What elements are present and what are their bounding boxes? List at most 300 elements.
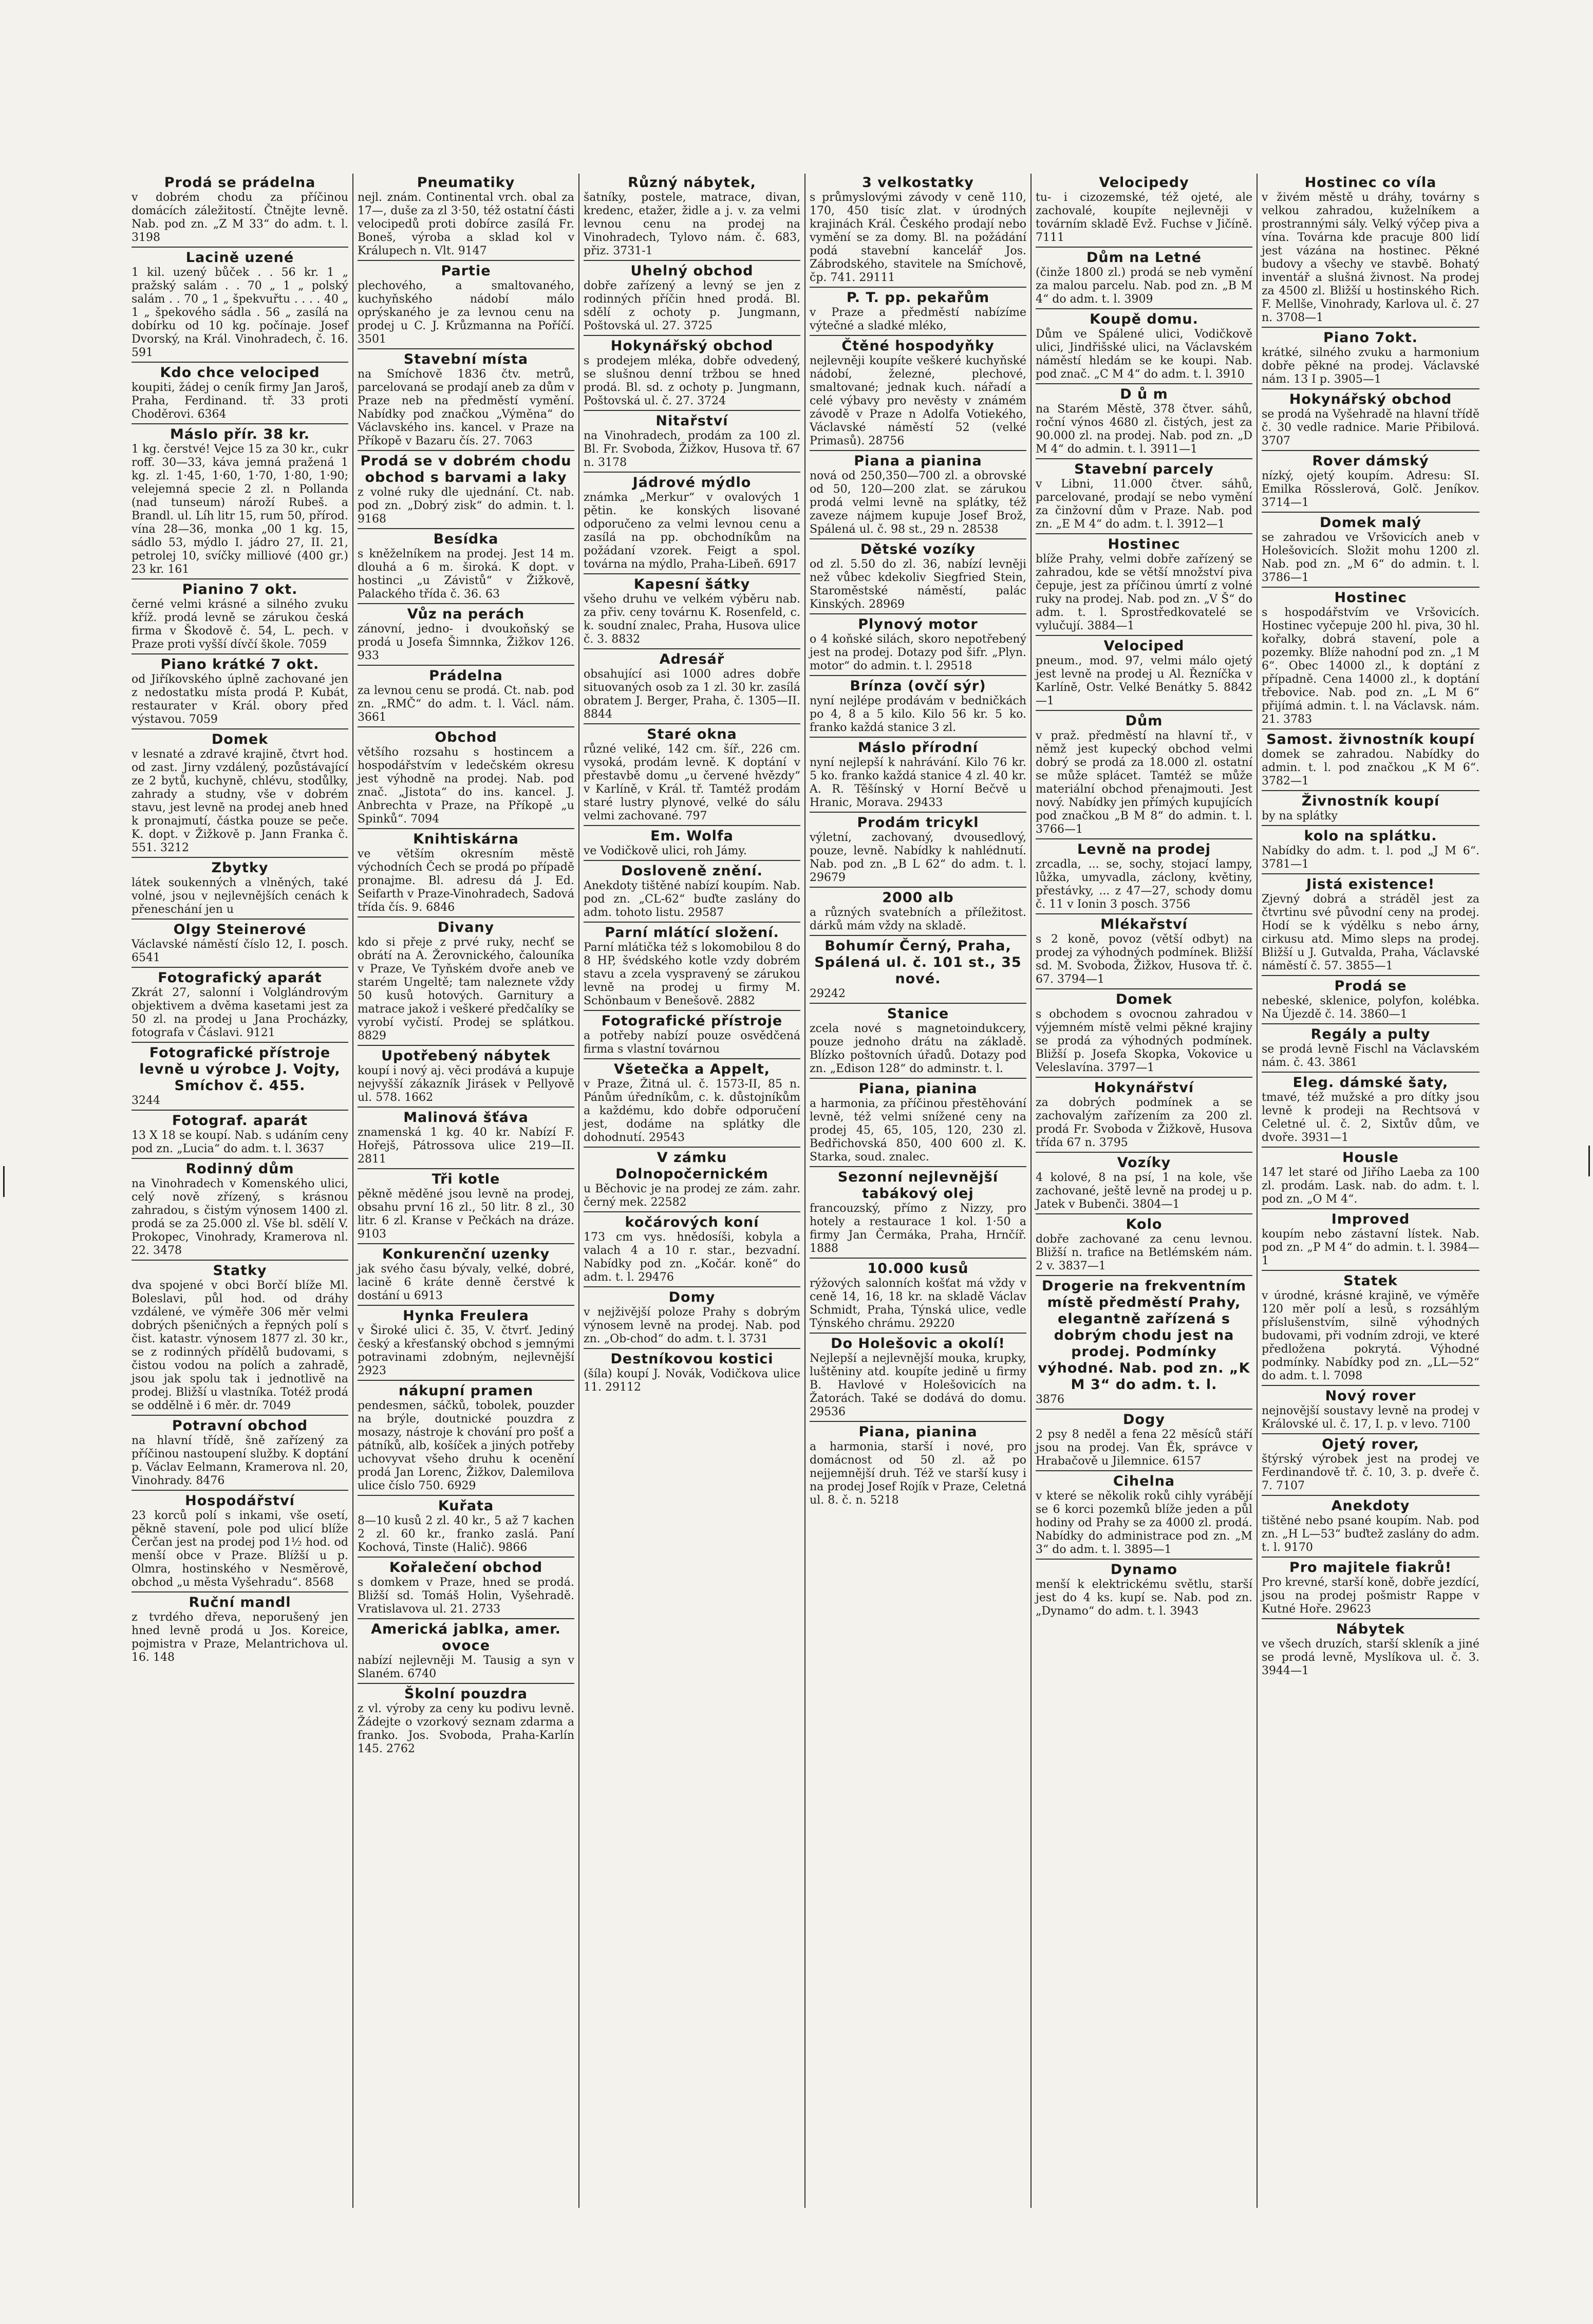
ad-divider	[132, 1158, 348, 1159]
ad-body: plechového, a smaltovaného, kuchyňského nádobí málo oprýskaného je za levnou cenu na prodej u C. J. Krůzmanna na Poříčí. 3501	[358, 279, 574, 346]
ad-heading: Drogerie na frekventním místě předměstí Prahy, elegantně zařízená s dobrým chodu jest na prodej. Podmínky výhodné. Nab. pod zn. „K M 3“ do adm. t. l.	[1038, 1278, 1250, 1393]
ad-heading: Koupě domu.	[1090, 311, 1198, 327]
ad-body: na Vinohradech v Komenského ulici, celý nově zřízený, s krásnou zahradou, s čistým výnosem 1400 zl. prodá se za 25.000 zl. Vše bl. sdělí V. Prokopec, Vinohrady, Kramerova nl. 22. 3478	[132, 1177, 348, 1257]
ad-divider	[358, 726, 574, 727]
classified-ad	[358, 263, 574, 346]
ad-divider	[810, 335, 1026, 336]
ad-body: černé velmi krásné a silného zvuku kříž. prodá levně se zárukou česká firma v Škodově č. 54, L. pech. v Praze proti vyšší dívčí škole. 7059	[132, 598, 348, 651]
classified-ad	[132, 1045, 348, 1108]
classified-ad	[1262, 1026, 1479, 1070]
ad-divider	[1262, 975, 1479, 976]
classified-ad	[1036, 536, 1252, 633]
ad-heading: Dogy	[1123, 1412, 1165, 1428]
classified-ad	[1262, 391, 1479, 448]
ad-divider	[1036, 913, 1252, 914]
ad-divider	[358, 1495, 574, 1496]
classified-ad	[810, 338, 1026, 448]
ad-divider	[1262, 1147, 1479, 1148]
ad-heading: Živnostník koupí	[1301, 793, 1440, 809]
ad-body: na Vinohradech, prodám za 100 zl. Bl. Fr. Svoboda, Žižkov, Husova tř. 67 n. 3178	[584, 429, 800, 469]
ad-heading: Uhelný obchod	[630, 263, 754, 279]
classified-ad	[810, 1424, 1026, 1507]
ad-heading: Máslo přír. 38 kr.	[170, 426, 310, 442]
ad-body: v Široké ulici č. 35, V. čtvrť. Jediný český a křesťanský obchod s jemnými potravinami zdobným, nejlevnější 2923	[358, 1324, 574, 1377]
ad-body: krátké, silného zvuku a harmonium dobře pěkné na prodej. Václavské nám. 13 I p. 3905—1	[1262, 346, 1479, 386]
classified-ad	[584, 863, 800, 920]
ad-divider	[358, 450, 574, 451]
ad-body: 3876	[1036, 1393, 1064, 1406]
ad-divider	[132, 1260, 348, 1261]
ad-body: ve všech druzích, starší skleník a jiné se prodá levně, Myslíkova ul. č. 3. 3944—1	[1262, 1638, 1479, 1677]
ad-heading: Prodá se v dobrém chodu obchod s barvami a laky	[360, 453, 572, 485]
ad-heading: Jádrové mýdlo	[632, 475, 752, 491]
ad-body: 2 psy 8 neděl a fena 22 měsíců stáří jsou na prodej. Van Ěk, správce v Hrabačově u Jilemnice. 6157	[1036, 1428, 1252, 1468]
ad-body: 3244	[132, 1094, 160, 1107]
ad-divider	[1262, 587, 1479, 588]
classified-ad	[1262, 1211, 1479, 1268]
ad-body: látek soukenných a vlněných, také volné, jsou v nejlevnějších cenách k přeneschání jen u	[132, 876, 348, 916]
classified-ad	[358, 1246, 574, 1303]
classified-ad	[358, 351, 574, 448]
classified-ad	[358, 920, 574, 1043]
ad-heading: Hostinec	[1334, 590, 1407, 606]
ad-heading: 3 velkostatky	[862, 175, 974, 191]
ad-heading: 2000 alb	[882, 890, 954, 906]
classified-ad	[1036, 991, 1252, 1075]
classified-ad	[358, 175, 574, 258]
ad-heading: Eleg. dámské šaty,	[1292, 1075, 1449, 1091]
ad-heading: Sezonní nejlevnější tabákový olej	[837, 1169, 999, 1202]
classified-ad	[1262, 978, 1479, 1021]
classified-ad	[358, 1308, 574, 1378]
ad-divider	[1262, 1557, 1479, 1558]
classified-ad	[810, 740, 1026, 810]
ad-body: v praž. předměstí na hlavní tř., v němž jest kupecký obchod velmi dobrý se prodá za 18.000 zl. ostatní se může splácet. Tamtéž se může materiální obchod přenajmouti. Jest nový. Nabídky jen přímých kupujících pod značkou „B M 8“ do admin. t. l. 3766—1	[1036, 729, 1252, 836]
ad-divider	[584, 260, 800, 261]
ad-heading: Dynamo	[1110, 1562, 1178, 1578]
ad-body: by na splátky	[1262, 810, 1338, 822]
ad-heading: Piano 7okt.	[1323, 330, 1418, 346]
ad-heading: Ojetý rover,	[1322, 1436, 1419, 1452]
ad-divider	[358, 1107, 574, 1108]
ad-body: v úrodné, krásné krajině, ve výměře 120 měr polí a lesů, s rozsáhlým příslušenstvím, silně výhodných budovami, při vodním zdroji, ve které předložena pokrytá. Výhodné podmínky. Nabídky pod zn. „LL—52“ do adm. t. l. 7098	[1262, 1289, 1479, 1382]
ad-heading: Jistá existence!	[1306, 876, 1435, 892]
ad-divider	[810, 287, 1026, 288]
ad-heading: Máslo přírodní	[858, 740, 978, 756]
classified-ad	[584, 413, 800, 470]
ad-divider	[584, 1010, 800, 1011]
ad-heading: Samost. živnostník koupí	[1266, 732, 1475, 747]
ad-divider	[132, 1490, 348, 1491]
ad-body: ve větším okresním městě východních Čech se prodá po případě pronajme. Bl. adresu dá J. Ed. Seifarth v Praze-Vinohradech, Sadová třída čís. 9. 6846	[358, 848, 574, 914]
ad-heading: Kolo	[1126, 1216, 1163, 1232]
ad-heading: Anekdoty	[1331, 1498, 1410, 1514]
ad-divider	[358, 916, 574, 917]
ad-body: se prodá levně Fischl na Václavském nám. č. 43. 3861	[1262, 1043, 1479, 1069]
classified-ad	[1262, 1560, 1479, 1616]
classified-ad	[1036, 175, 1252, 245]
column-4	[805, 174, 1032, 2208]
ad-divider	[584, 1286, 800, 1287]
ad-divider	[1262, 1072, 1479, 1073]
classified-ad	[810, 290, 1026, 333]
ad-heading: Čtěné hospodyňky	[841, 338, 995, 354]
ad-divider	[132, 728, 348, 729]
ad-body: v nejživější poloze Prahy s dobrým výnosem levně na prodej. Nab. pod zn. „Ob-chod“ do adm. t. l. 3731	[584, 1306, 800, 1345]
classified-ad	[358, 1560, 574, 1616]
ad-body: rýžových salonních košťat má vždy v ceně 14, 16, 18 kr. na skladě Václav Schmidt, Praha, Týnská ulice, vedle Týnského chrámu. 29220	[810, 1277, 1026, 1330]
ad-heading: Staré okna	[647, 726, 737, 742]
ad-heading: Piana, pianina	[858, 1424, 978, 1440]
ad-divider	[810, 1333, 1026, 1334]
classified-ad	[132, 250, 348, 360]
classified-ad	[358, 1110, 574, 1166]
classified-ad	[584, 576, 800, 646]
ad-body: v Praze, Žitná ul. č. 1573-II, 85 n. Pánům úředníkům, c. k. důstojníkům a každému, kdo dobře odporučení jest, dodáme na splátky dle dohodnutí. 29543	[584, 1078, 800, 1144]
ad-divider	[132, 247, 348, 248]
ad-divider	[1036, 1470, 1252, 1471]
classified-ad	[132, 1263, 348, 1413]
classified-ad	[132, 1161, 348, 1258]
ad-body: nejl. znám. Continental vrch. obal za 17—, duše za zl 3·50, též ostatní části velocipedů proti dobírce zasílá Fr. Boneš, výroba a sklad kol v Králupech n. Vlt. 9147	[358, 191, 574, 257]
classified-ad	[1036, 1562, 1252, 1618]
classified-ad	[810, 890, 1026, 933]
ad-body: v Praze a předměstí nabízíme výtečné a sladké mléko,	[810, 306, 1026, 332]
ad-divider	[358, 260, 574, 261]
ad-heading: Potravní obchod	[172, 1418, 308, 1434]
ad-divider	[358, 1557, 574, 1558]
ad-heading: Ruční mandl	[189, 1595, 291, 1610]
ad-divider	[132, 919, 348, 920]
ad-heading: Školní pouzdra	[404, 1686, 528, 1702]
ad-body: v Libni, 11.000 čtver. sáhů, parcelované, prodají se nebo vymění za činžovní dům v Praze. Nab. pod zn. „E M 4“ do adm. t. l. 3912—1	[1036, 478, 1252, 531]
ad-divider	[1262, 512, 1479, 513]
ad-body: zánovní, jedno- i dvoukoňský se prodá u Josefa Šimnnka, Žižkov 126. 933	[358, 623, 574, 662]
ad-body: 23 korců polí s inkami, vše osetí, pěkně stavení, pole pod ulicí blíže Čerčan jest na prodej pod 1½ hod. od menší obce v Praze. Blížší u p. Olmra, hostinského v Nesměrově, obchod „u města Vyšehradu“. 8568	[132, 1509, 348, 1589]
ad-body: u Běchovic je na prodej ze zám. zahr. černý mek. 22582	[584, 1183, 800, 1209]
classified-ad	[132, 732, 348, 855]
ad-heading: Fotograf. aparát	[172, 1113, 308, 1129]
classified-ad	[810, 453, 1026, 536]
ad-body: všeho druhu ve velkém výběru nab. za přiv. ceny továrnu K. Rosenfeld, c. k. soudní znalec, Praha, Husova ulice č. 3. 8832	[584, 593, 800, 646]
ad-divider	[810, 1421, 1026, 1422]
ad-body: 173 cm vys. hnědosíši, kobyla a valach 4 a 10 r. star., bezvadní. Nabídky pod zn. „Kočár. koně“ do adm. t. l. 29476	[584, 1231, 800, 1284]
ad-body: koupiti, žádej o ceník firmy Jan Jaroš, Praha, Ferdinand. tř. 33 proti Choděrovi. 6364	[132, 381, 348, 421]
ad-body: nabízí nejlevněji M. Tausig a syn v Slaném. 6740	[358, 1654, 574, 1680]
ad-divider	[1262, 790, 1479, 791]
ad-divider	[1036, 1213, 1252, 1214]
ad-heading: Tři kotle	[432, 1171, 500, 1187]
ad-divider	[1036, 988, 1252, 989]
ad-heading: Destníkovou kostici	[610, 1351, 774, 1367]
ad-body: tu- i cizozemské, též ojeté, ale zachovalé, koupíte nejlevněji v továrním skladě Evž. Fuchse v Jičíně. 7111	[1036, 191, 1252, 244]
ad-body: šatníky, postele, matrace, divan, kredenc, etažer, židle a j. v. za velmi levnou cenu na prodej na Vinohradech, Tylovo nám. č. 683, přiz. 3731-1	[584, 191, 800, 257]
classified-ad	[358, 1498, 574, 1554]
ad-heading: Hospodářství	[185, 1493, 295, 1509]
classified-ad	[1262, 590, 1479, 726]
ad-body: koupím nebo zástavní lístek. Nab. pod zn. „P M 4“ do admin. t. l. 3984—1	[1262, 1228, 1479, 1267]
ad-body: z volné ruky dle ujednání. Ct. nab. pod zn. „Dobrý zisk“ do admin. t. l. 9168	[358, 486, 574, 526]
ad-body: většího rozsahu s hostincem a hospodářstvím v ledečském okresu jest výhodně na prodej. Nab. pod znač. „Jistota“ do ins. kancel. J. Anbrechta v Praze, na Příkopě „u Spinků“. 7094	[358, 746, 574, 826]
classified-ad	[1262, 515, 1479, 585]
ad-heading: Rover dámský	[1312, 453, 1429, 469]
classified-ad	[1036, 638, 1252, 708]
ad-heading: Pro majitele fiakrů!	[1289, 1560, 1452, 1576]
ad-body: nebeské, sklenice, polyfon, kolébka. Na Újezdě č. 14. 3860—1	[1262, 995, 1479, 1021]
ad-divider	[1036, 1275, 1252, 1276]
ad-divider	[132, 653, 348, 654]
ad-divider	[1262, 1495, 1479, 1496]
ad-heading: Rodinný dům	[185, 1161, 294, 1177]
ad-body: dobře zachované za cenu levnou. Bližší n. trafice na Betlémském nám. 2 v. 3837—1	[1036, 1233, 1252, 1272]
ad-body: 1 kg. čerstvé! Vejce 15 za 30 kr., cukr roff. 30—33, káva jemná pražená 1 kg. zl. 1·45, 1·60, 1·70, 1·80, 1·90; velejemná specie 2 zl. n Pollanda (nad tunseum) nároží Rubeš. a Brandl. ul. Líh litr 15, rum 50, přírod. vína 28—36, monka „00 1 kg. 15, sádlo 53, mýdlo I. jádro 27, II. 21, petrolej 10, svíčky milliové (400 gr.) 23 kr. 161	[132, 443, 348, 576]
classified-ad	[132, 657, 348, 726]
column-3	[579, 174, 805, 2208]
ad-body: jak svého času bývaly, velké, dobré, lacině 6 kráte denně čerstvé k dostání u 6913	[358, 1263, 574, 1302]
ad-body: ve Vodičkově ulici, roh Jámy.	[584, 845, 747, 857]
ad-divider	[132, 423, 348, 424]
ad-heading: Zbytky	[211, 860, 269, 876]
ad-divider	[810, 1003, 1026, 1004]
page-edge-mark	[1588, 1146, 1590, 1176]
ad-heading: Kapesní šátky	[633, 576, 751, 592]
classified-ad	[1036, 461, 1252, 531]
classified-ad	[584, 726, 800, 823]
ad-body: obsahující asi 1000 adres dobře situovaných osob za 1 zl. 30 kr. zasílá obratem J. Berger, Praha, č. 1305—II. 8844	[584, 668, 800, 721]
ad-heading: nákupní pramen	[398, 1383, 534, 1399]
ad-heading: Dětské vozíky	[860, 541, 976, 557]
ad-heading: Statek	[1343, 1273, 1398, 1289]
ad-divider	[810, 675, 1026, 676]
ad-heading: Nový rover	[1325, 1388, 1416, 1404]
ad-heading: Statky	[213, 1263, 267, 1279]
ad-divider	[132, 1042, 348, 1043]
ad-divider	[584, 410, 800, 411]
page-edge-mark	[3, 1166, 5, 1197]
ad-divider	[358, 1618, 574, 1619]
classified-ad	[1262, 732, 1479, 788]
classified-ad	[810, 616, 1026, 673]
classified-ad	[1036, 1473, 1252, 1557]
ad-heading: Lacině uzené	[185, 250, 294, 266]
classified-ad	[1262, 453, 1479, 510]
ad-body: pneum., mod. 97, velmi málo ojetý jest levně na prodej u Al. Řezníčka v Karlíně, Ostr. Velké Benátky 5. 8842—1	[1036, 654, 1252, 707]
ad-heading: Stavební parcely	[1074, 461, 1214, 477]
ad-heading: Upotřebený nábytek	[381, 1048, 551, 1064]
ad-divider	[1262, 1208, 1479, 1209]
ad-body: od Jiříkovského úplně zachované jen z nedostatku místa prodá P. Kubát, restaurater v Král. obory před výstavou. 7059	[132, 673, 348, 726]
classified-ad	[358, 831, 574, 914]
ad-heading: Vozíky	[1117, 1155, 1171, 1171]
ad-divider	[1036, 1077, 1252, 1078]
ad-body: zcela nové s magnetoindukcery, pouze jednoho drátu na základě. Blízko poštovních úřadů. Dotazy pod zn. „Edison 128“ do adminstr. t. l.	[810, 1022, 1026, 1075]
ad-heading: Improved	[1331, 1211, 1410, 1227]
ad-body: 147 let staré od Jiřího Laeba za 100 zl. prodám. Lask. nab. do adm. t. l. pod zn. „O M 4“.	[1262, 1166, 1479, 1206]
ad-body: různé veliké, 142 cm. šíř., 226 cm. vysoká, prodám levně. K doptání v přestavbě domu „u červené hvězdy“ v Karlíně, v Král. tř. Tamtéž prodám staré lustry plynové, velké do sálu velmi zachované. 797	[584, 743, 800, 822]
ad-body: 4 kolové, 8 na psí, 1 na kole, vše zachované, ještě levně na prodej u p. Jatek v Bubenči. 3804—1	[1036, 1171, 1252, 1211]
classified-ad	[810, 678, 1026, 735]
ad-divider	[1036, 1559, 1252, 1560]
classified-ad	[810, 938, 1026, 1001]
ad-heading: Obchod	[435, 729, 497, 745]
ad-body: o 4 koňské silách, skoro nepotřebený jest na prodej. Dotazy pod šifr. „Plyn. motor“ do admin. t. l. 29518	[810, 633, 1026, 672]
ad-heading: Em. Wolfa	[650, 828, 734, 844]
ad-heading: Plynový motor	[858, 616, 978, 632]
ad-divider	[584, 825, 800, 826]
ad-heading: Fotografický aparát	[158, 970, 322, 986]
ad-heading: Prodá se	[1334, 978, 1407, 994]
classified-ad	[1262, 1388, 1479, 1431]
ad-heading: Partie	[441, 263, 491, 279]
ad-body: 1 kil. uzený bůček . . 56 kr. 1 „ pražský salám . . 70 „ 1 „ polský salám . . 70 „ 1 „ špekvuřtu . . . . 40 „ 1 „ špekového sádla . 56 „ zasílá na dobírku od 10 kg. počínaje. Josef Dvorský, na Král. Vinohradech, č. 16. 591	[132, 266, 348, 359]
ad-body: 8—10 kusů 2 zl. 40 kr., 5 až 7 kachen 2 zl. 60 kr., franko zaslá. Paní Kochová, Tinste (Halič). 9866	[358, 1514, 574, 1554]
ad-divider	[810, 737, 1026, 738]
ad-divider	[1262, 1023, 1479, 1024]
classified-ad	[358, 1383, 574, 1493]
classified-ad	[1262, 793, 1479, 823]
ad-divider	[358, 828, 574, 829]
classified-ad	[810, 541, 1026, 611]
ad-divider	[1262, 1270, 1479, 1271]
column-2	[353, 174, 579, 2208]
ad-heading: Hostinec co víla	[1304, 175, 1437, 191]
ad-body: menší k elektrickému světlu, starší jest do 4 ks. kupí se. Nab. pod zn. „Dynamo“ do adm. t. l. 3943	[1036, 1578, 1252, 1618]
ad-heading: Pneumatiky	[417, 175, 515, 191]
classified-ad	[1262, 1150, 1479, 1206]
ad-divider	[810, 1166, 1026, 1167]
ad-body: s kněželníkem na prodej. Jest 14 m. dlouhá a 6 m. široká. K dopt. v hostinci „u Závistů“ v Žižkově, Palackého třída č. 36. 63	[358, 548, 574, 601]
ad-body: nová od 250,350—700 zl. a obrovské od 50, 120—200 zlat. se zárukou prodá velmi levně na splátky, též zaveze nájmem kupuje Josef Brož, Spálená ul. č. 98 st., 29 n. 28538	[810, 470, 1026, 536]
ad-divider	[358, 1168, 574, 1169]
ad-body: francouzský, přímo z Nizzy, pro hotely a restaurace 1 kol. 1·50 a firmy Jan Čermáka, Praha, Hrnčíř. 1888	[810, 1202, 1026, 1255]
ad-body: nyní nejlepší k nahrávání. Kilo 76 kr. 5 ko. franko každá stanice 4 zl. 40 kr. A. R. Těšínský v Horní Bečvě u Hranic, Morava. 29433	[810, 756, 1026, 809]
classified-ad	[584, 475, 800, 571]
ad-divider	[584, 922, 800, 923]
classified-ad	[1262, 330, 1479, 386]
classified-ad	[1036, 1155, 1252, 1211]
ad-heading: Nitařství	[655, 413, 728, 429]
newspaper-page	[127, 174, 1484, 2208]
classified-ad	[584, 175, 800, 258]
ad-body: s domkem v Praze, hned se prodá. Bližší sd. Tomáš Holin, Vyšehradě. Vratislavova ul. 21. 2733	[358, 1576, 574, 1616]
ad-divider	[810, 887, 1026, 888]
ad-body: se prodá na Vyšehradě na hlavní třídě č. 30 vedle radnice. Marie Přibilová. 3707	[1262, 408, 1479, 447]
ad-heading: D ů m	[1120, 386, 1168, 402]
classified-ad	[584, 263, 800, 333]
classified-ad	[810, 1336, 1026, 1419]
classified-ad	[1036, 916, 1252, 986]
ad-divider	[584, 1058, 800, 1059]
ad-divider	[132, 1110, 348, 1111]
ad-heading: Stavební místa	[403, 351, 529, 367]
classified-ad	[1262, 1436, 1479, 1493]
ad-body: s obchodem s ovocnou zahradou v výjemném místě velmi pěkné krajiny se prodá za výhodných podmínek. Bližší p. Josefa Skopka, Vokovice u Veleslavína. 3797—1	[1036, 1008, 1252, 1074]
ad-heading: Dům na Letné	[1086, 250, 1202, 266]
ad-heading: Divany	[437, 920, 495, 935]
ad-divider	[810, 1258, 1026, 1259]
ad-heading: kočárových koní	[625, 1214, 759, 1230]
classified-ad	[1036, 250, 1252, 306]
classified-ad	[1262, 1273, 1479, 1383]
ad-body: Parní mlátička též s lokomobilou 8 do 8 HP, švédského kotle vzdy dobrém stavu a zcela vyspravený se zárukou levně na prodej u firmy M. Schönbaum v Benešově. 2882	[584, 941, 800, 1007]
ad-body: Anekdoty tištěné nabízí koupím. Nab. pod zn. „CL-62“ buďte zaslány do adm. tohoto listu. 29587	[584, 879, 800, 919]
ad-heading: Parní mlátící složení.	[605, 925, 779, 941]
ad-divider	[584, 472, 800, 473]
ad-body: 29242	[810, 987, 846, 1000]
ad-heading: Piano krátké 7 okt.	[160, 657, 320, 672]
ad-body: Pro krevné, starší koně, dobře jezdící, jsou na prodej pošmistr Rappe v Kutné Hoře. 29623	[1262, 1576, 1479, 1616]
classified-ad	[584, 651, 800, 721]
ad-divider	[584, 860, 800, 861]
classified-ad	[584, 1061, 800, 1145]
ad-body: štýrský výrobek jest na prodej ve Ferdinandově tř. č. 10, 3. p. dveře č. 7. 7107	[1262, 1453, 1479, 1492]
ad-heading: Kořalečení obchod	[389, 1560, 543, 1576]
ad-divider	[358, 603, 574, 604]
ad-heading: Pianino 7 okt.	[182, 582, 298, 597]
classified-ad	[1036, 1278, 1252, 1407]
classified-ad	[810, 1081, 1026, 1164]
ad-divider	[584, 1147, 800, 1148]
ad-body: za levnou cenu se prodá. Ct. nab. pod zn. „RMČ“ do adm. t. l. Václ. nám. 3661	[358, 684, 574, 724]
ad-body: v dobrém chodu za příčinou domácích záležitostí. Čtnějte levně. Nab. pod zn. „Z M 33“ do adm. t. l. 3198	[132, 191, 348, 244]
classified-ad	[132, 1493, 348, 1589]
ad-heading: Dosloveně znění.	[621, 863, 763, 879]
ad-divider	[358, 665, 574, 666]
classified-ad	[132, 175, 348, 245]
ad-heading: Prádelna	[429, 668, 503, 684]
classified-ad	[584, 1214, 800, 1284]
ad-body: s 2 koně, povoz (větší odbyt) na prodej za výhodných podmínek. Bližší sd. M. Svoboda, Žižkov, Husova tř. č. 67. 3794—1	[1036, 933, 1252, 986]
ad-divider	[1036, 838, 1252, 839]
classified-ad	[132, 1113, 348, 1156]
ad-heading: Hynka Freulera	[403, 1308, 529, 1324]
classified-ad	[132, 1418, 348, 1488]
classified-ad	[132, 860, 348, 916]
ad-body: známka „Merkur“ v ovalových 1 pětin. ke konských lisované odporučeno za velmi levnou cenu a zasílá na pp. obchodníkům na požádaní vzorek. Feigt a spol. továrna na mýdlo, Praha-Libeň. 6917	[584, 491, 800, 571]
ad-heading: Housle	[1342, 1150, 1399, 1166]
ad-body: z tvrdého dřeva, neporušený jen hned levně prodá u Jos. Koreice, pojmistra v Praze, Melantrichova ul. 16. 148	[132, 1611, 348, 1664]
ad-divider	[132, 1415, 348, 1416]
ad-divider	[1036, 247, 1252, 248]
ad-body: dobře zařízený a levný se jen z rodinných příčin hned prodá. Bl. sdělí z ochoty p. Jungmann, Poštovská ul. 27. 3725	[584, 279, 800, 332]
ad-divider	[1262, 1385, 1479, 1386]
ad-heading: Stanice	[887, 1006, 949, 1022]
ad-heading: Olgy Steinerové	[173, 922, 307, 938]
ad-divider	[1036, 383, 1252, 384]
ad-body: s hospodářstvím ve Vršovicích. Hostinec vyčepuje 200 hl. piva, 30 hl. kořalky, dobrá stavení, pole a pozemky. Blíže nahodní pod zn. „1 M 6“. Obec 14000 zl., k doptání z případně. Cena 14000 zl., k doptání třebovice. Nab. pod zn. „L M 6“ přijímá admin. t. l. na Václavsk. nám. 21. 3783	[1262, 606, 1479, 726]
classified-ad	[358, 531, 574, 601]
ad-body: s průmyslovými závody v ceně 110, 170, 450 tisíc zlat. v úrodných krajinách Král. Českého prodají nebo vymění se za domy. Bl. na požádání podá stavební kancelář Jos. Zábrodského, stavitele na Smíchově, čp. 741. 29111	[810, 191, 1026, 284]
ad-divider	[132, 967, 348, 968]
ad-body: z vl. výroby za ceny ku podivu levně. Žádejte o vzorkový seznam zdarma a franko. Jos. Svoboda, Praha-Karlín 145. 2762	[358, 1702, 574, 1755]
ad-body: (činže 1800 zl.) prodá se neb vymění za malou parcelu. Nab. pod zn. „B M 4“ do adm. t. l. 3909	[1036, 266, 1252, 306]
classified-ad	[132, 922, 348, 965]
ad-divider	[132, 857, 348, 858]
ad-body: Václavské náměstí číslo 12, I. posch. 6541	[132, 938, 348, 964]
ad-heading: Prodám tricykl	[857, 815, 979, 831]
ad-body: Zkrát 27, salonní i Volglándrovým objektivem a dvěma kasetami jest za 50 zl. na prodej u Jana Procházky, fotografa v Čáslavi. 9121	[132, 986, 348, 1039]
ad-heading: Velociped	[1103, 638, 1185, 654]
classified-ad	[132, 970, 348, 1040]
ad-heading: Prodá se prádelna	[164, 175, 316, 191]
classified-ad	[584, 338, 800, 408]
ad-heading: 10.000 kusů	[867, 1261, 969, 1277]
ad-divider	[1262, 388, 1479, 389]
ad-heading: Všetečka a Appelt,	[614, 1061, 770, 1077]
ad-heading: Domek	[211, 732, 269, 747]
classified-ad	[358, 1686, 574, 1756]
ad-divider	[584, 723, 800, 724]
